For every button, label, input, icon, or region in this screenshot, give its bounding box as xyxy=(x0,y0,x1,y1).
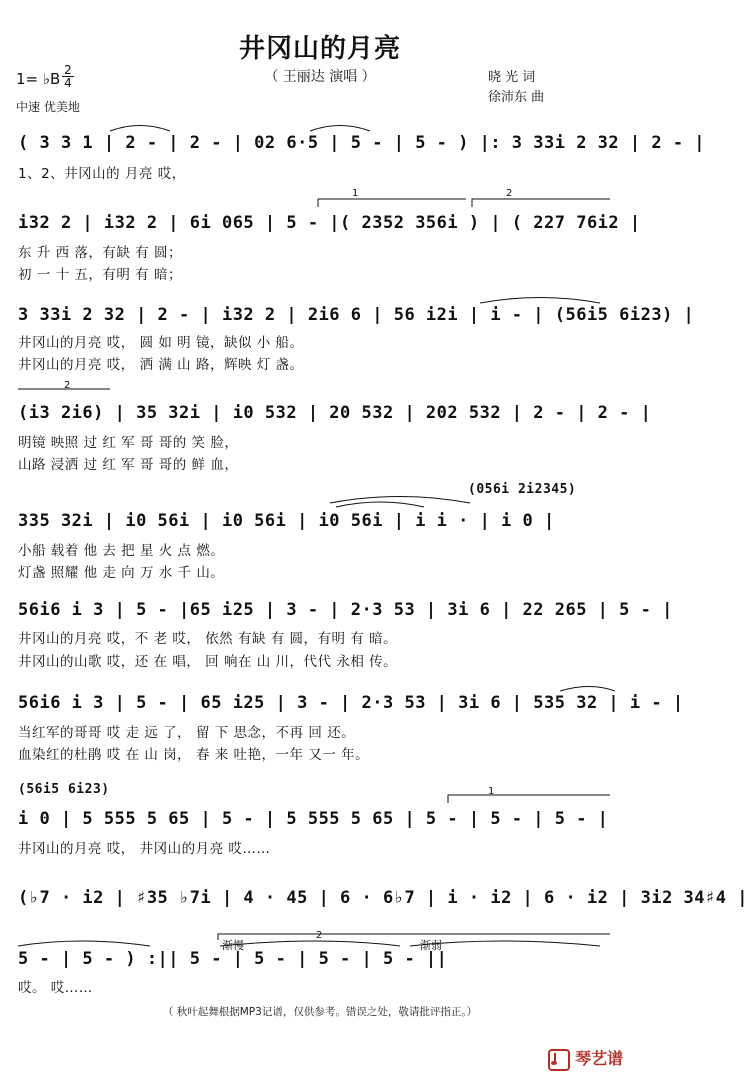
score-system-5: 335 32i | i0 56i | i0 56i | i0 56i | i i · | i 0 | xyxy=(18,511,555,531)
slur xyxy=(220,941,400,946)
transcription-footnote: （ 秋叶起舞根据MP3记谱，仅供参考。错误之处，敬请批评指正。） xyxy=(162,1006,478,1018)
song-title: 井冈山的月亮 xyxy=(238,34,401,64)
score-system-7: 56i6 i 3 | 5 - | 65 i25 | 3 - | 2·3 53 | 3i 6 | 535 32 | i - | xyxy=(18,693,684,713)
volta-bracket-2 xyxy=(472,199,610,207)
lyric-line: 井冈山的月亮 哎， 井冈山的月亮 哎…… xyxy=(18,841,271,857)
slur xyxy=(330,497,470,504)
lyric-line: 东 升 西 落，有缺 有 圆； xyxy=(18,245,182,261)
volta-1-label: 1 xyxy=(352,188,359,199)
lyric-line: 小船 载着 他 去 把 星 火 点 燃。 xyxy=(18,543,225,559)
lyric-line: 灯盏 照耀 他 走 向 万 水 千 山。 xyxy=(18,565,225,581)
ritardando-mark: 渐慢 xyxy=(222,939,244,952)
upper-voice-phrase: (56i5 6i23) xyxy=(18,782,110,797)
score-system-10: 5 - | 5 - ) :|| 5 - | 5 - | 5 - | 5 - || xyxy=(18,949,448,969)
lyric-line: 井冈山的月亮 哎，不 老 哎， 依然 有缺 有 圆，有明 有 暗。 xyxy=(18,631,398,647)
slur xyxy=(560,687,615,692)
lyric-line: 哎。 哎…… xyxy=(18,980,93,996)
performer-subtitle: （ 王丽达 演唱 ） xyxy=(264,69,376,85)
lyric-line: 山路 浸洒 过 红 军 哥 哥的 鲜 血， xyxy=(18,457,239,473)
lyric-line: 井冈山的月亮 哎， 圆 如 明 镜，缺似 小 船。 xyxy=(18,335,304,351)
volta-bracket-1 xyxy=(448,795,610,803)
score-system-3: 3 33i 2 32 | 2 - | i32 2 | 2i6 6 | 56 i2i | i - | (56i5 6i23) | xyxy=(18,305,695,325)
watermark-text: 琴艺谱 xyxy=(575,1049,624,1068)
lyric-line: 井冈山的山歌 哎，还 在 唱， 回 响在 山 川，代代 永相 传。 xyxy=(18,654,398,670)
time-bottom: 4 xyxy=(62,76,74,89)
lyric-line: 血染红的杜鹃 哎 在 山 岗， 春 来 吐艳，一年 又一 年。 xyxy=(18,747,370,763)
slur xyxy=(18,941,150,946)
volta-1-label-repeat: 1 xyxy=(488,786,495,797)
slur xyxy=(410,941,600,946)
lyric-line: 明镜 映照 过 红 军 哥 哥的 笑 脸， xyxy=(18,435,239,451)
score-system-4: (i3 2i6) | 35 32i | i0 532 | 20 532 | 202 532 | 2 - | 2 - | xyxy=(18,403,652,423)
lyric-line: 1、2、井冈山的 月亮 哎， xyxy=(18,166,186,182)
volta-bracket-2 xyxy=(218,934,610,940)
composer-credit: 徐沛东 曲 xyxy=(488,90,545,105)
tempo-marking: 中速 优美地 xyxy=(16,100,80,114)
score-system-6: 56i6 i 3 | 5 - |65 i25 | 3 - | 2·3 53 | 3i 6 | 22 265 | 5 - | xyxy=(18,600,673,620)
slur xyxy=(110,126,170,132)
volta-bracket-1 xyxy=(318,199,466,207)
slur xyxy=(310,126,370,132)
upper-voice-phrase: (056i 2i2345) xyxy=(468,482,577,497)
diminuendo-mark: 渐弱 xyxy=(420,939,442,952)
lyricist-credit: 晓 光 词 xyxy=(488,70,536,85)
score-system-8: i 0 | 5 555 5 65 | 5 - | 5 555 5 65 | 5 - | 5 - | 5 - | xyxy=(18,809,609,829)
time-top: 2 xyxy=(64,63,72,77)
key-signature: 1= ♭B xyxy=(16,70,61,88)
score-system-1: ( 3 3 1 | 2 - | 2 - | 02 6·5 | 5 - | 5 - ) |: 3 33i 2 32 | 2 - | xyxy=(18,133,706,153)
lyric-line: 井冈山的月亮 哎， 洒 满 山 路，辉映 灯 盏。 xyxy=(18,357,304,373)
slur xyxy=(336,502,424,507)
slur xyxy=(480,298,600,304)
lyric-line: 当红军的哥哥 哎 走 远 了， 留 下 思念，不再 回 还。 xyxy=(18,725,356,741)
score-system-2: i32 2 | i32 2 | 6i 065 | 5 - |( 2352 356i ) | ( 227 76i2 | xyxy=(18,213,641,233)
score-system-9: (♭7 · i2 | ♯35 ♭7i | 4 · 45 | 6 · 6♭7 | i · i2 | 6 · i2 | 3i2 34♯4 | xyxy=(18,888,748,908)
lyric-line: 初 一 十 五，有明 有 暗； xyxy=(18,267,182,283)
volta-2-label-repeat: 2 xyxy=(64,380,71,391)
volta-2-label-end: 2 xyxy=(316,930,323,941)
volta-2-label: 2 xyxy=(506,188,513,199)
